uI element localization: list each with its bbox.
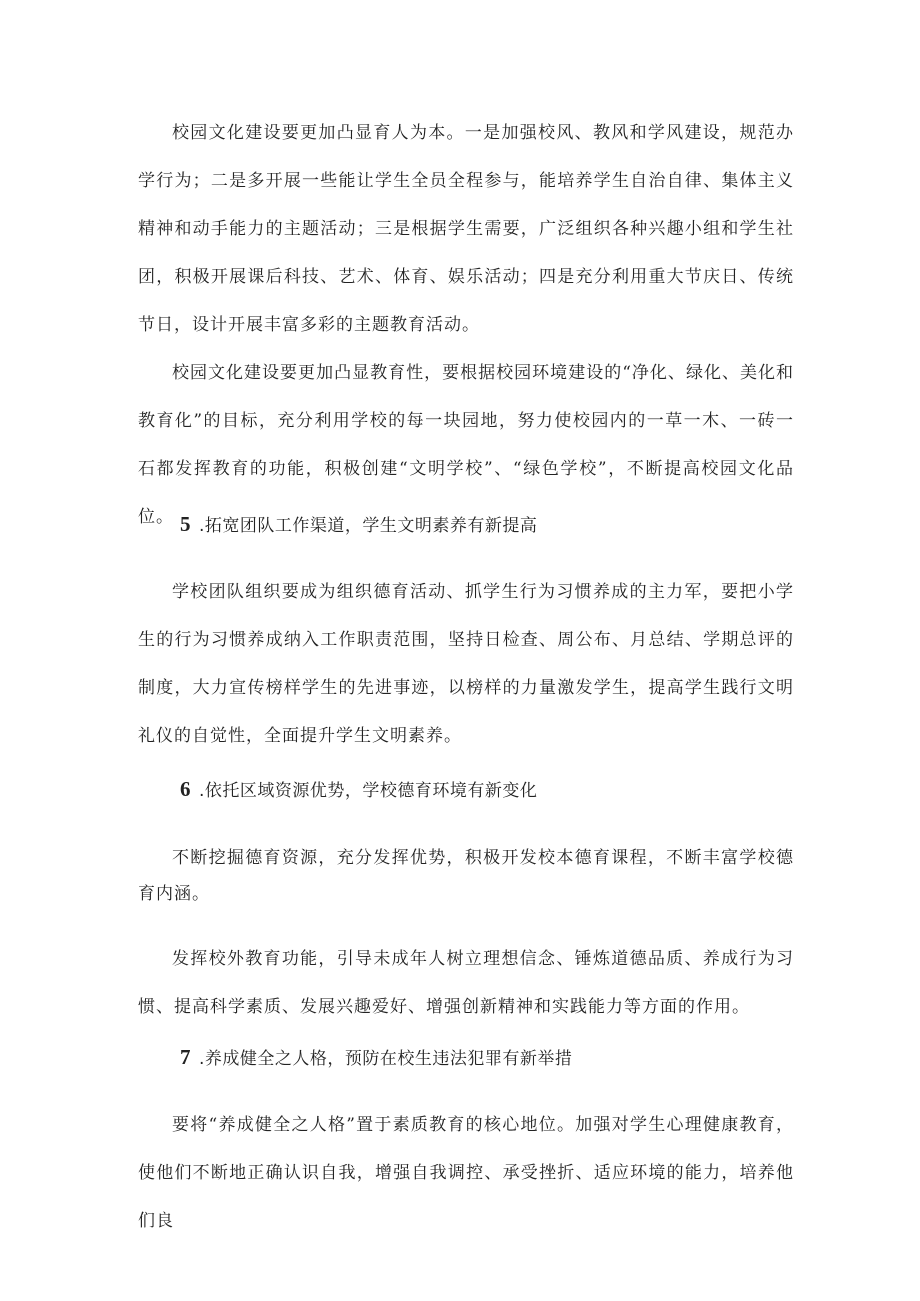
section-heading-6 xyxy=(180,774,537,806)
paragraph-campus-culture-people: 校园文化建设要更加凸显育人为本。一是加强校风、教风和学风建设，规范办学行为；二是多开展一些能让学生全员全程参与，能培养学生自治自律、集体主义精神和动手能力的主题活动；三是根据学生需要，广泛组织各种兴趣小组和学生社团，积极开展课后科技、艺术、体育、娱乐活动；四是充分利用重大节庆日、传统节日，设计开展丰富多彩的主题教育活动。 xyxy=(138,123,794,335)
section-number: 6 xyxy=(180,777,191,801)
section-title: .拓宽团队工作渠道，学生文明素养有新提高 xyxy=(199,516,538,536)
paragraph-campus-culture-education: 校园文化建设要更加凸显教育性，要根据校园环境建设的“净化、绿化、美化和教育化”的目标，充分利用学校的每一块园地，努力使校园内的一草一木、一砖一石都发挥教育的功能，积极创建“文明学校”、“绿色学校”，不断提高校园文化品位。 xyxy=(138,363,794,527)
section-number: 7 xyxy=(180,1045,191,1069)
section-title: .养成健全之人格，预防在校生违法犯罪有新举措 xyxy=(199,1049,573,1069)
paragraph-outside-education: 发挥校外教育功能，引导未成年人树立理想信念、锤炼道德品质、养成行为习惯、提高科学素质、发展兴趣爱好、增强创新精神和实践能力等方面的作用。 xyxy=(138,949,794,1017)
paragraph-moral-resources: 不断挖掘德育资源，充分发挥优势，积极开发校本德育课程，不断丰富学校德育内涵。 xyxy=(138,848,794,904)
paragraph-sound-personality: 要将“养成健全之人格”置于素质教育的核心地位。加强对学生心理健康教育，使他们不断地正确认识自我，增强自我调控、承受挫折、适应环境的能力，培养他们良 xyxy=(138,1115,794,1231)
section-title: .依托区域资源优势，学校德育环境有新变化 xyxy=(199,781,538,801)
paragraph-team-work: 学校团队组织要成为组织德育活动、抓学生行为习惯养成的主力军，要把小学生的行为习惯养成纳入工作职责范围，坚持日检查、周公布、月总结、学期总评的制度，大力宣传榜样学生的先进事迹，以榜样的力量激发学生，提高学生践行文明礼仪的自觉性，全面提升学生文明素养。 xyxy=(138,582,794,746)
section-heading-5 xyxy=(180,509,537,541)
section-heading-7 xyxy=(180,1042,572,1074)
section-number: 5 xyxy=(180,512,191,536)
